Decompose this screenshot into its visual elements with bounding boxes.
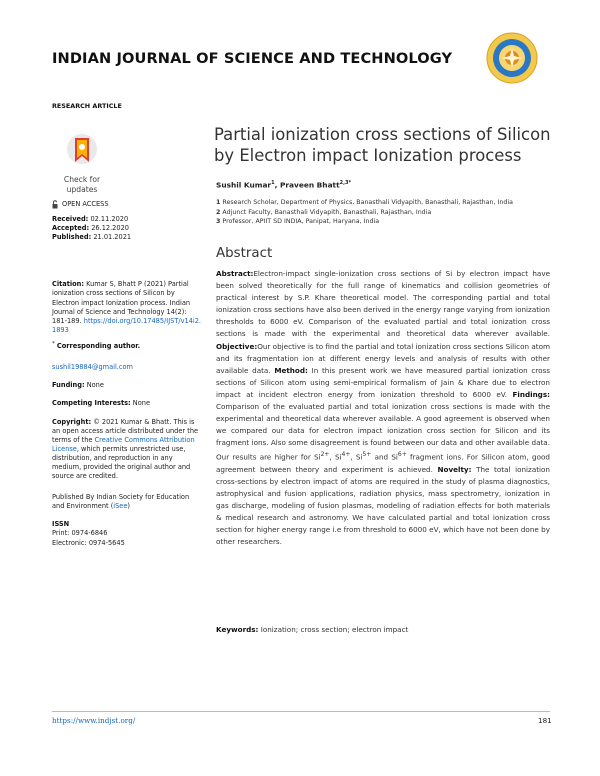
funding-row	[52, 381, 202, 390]
doi-link[interactable]: https://doi.org/10.17485/IJST/v14i2.1893	[52, 316, 202, 334]
competing-interests-value: None	[132, 399, 150, 408]
check-for-updates-button[interactable]	[52, 132, 112, 194]
accepted-value: 26.12.2020	[91, 224, 129, 233]
author-2-affiliation: 2,3*	[339, 180, 352, 186]
corresponding-email-link[interactable]: sushil19884@gmail.com	[52, 363, 133, 372]
issn-electronic: Electronic: 0974-5645	[52, 538, 125, 547]
published-label: Published:	[52, 233, 92, 242]
copyright-text-1: © 2021 Kumar & Bhatt. This is an open access article distributed under the terms of the	[52, 417, 199, 444]
affiliations	[216, 198, 513, 227]
keywords-text: Ionization; cross section; electron impact	[260, 625, 409, 634]
competing-interests-row	[52, 399, 202, 408]
findings-end: fragment ions. For Silicon atom, good agreement between theory and experiment is achieved.	[216, 452, 550, 474]
published-date	[52, 233, 202, 242]
novelty-text: The total ionization cross-sections by electron impact of atoms are required in the study of plasma diagnostics, astrophysical and fusion applications, radiation physics, mass spectrometry, ionization in gas discharge, modeling of fusion plasmas, modeling of radiation effects for both materials & medical research and astronomy. We have calculated partial and total ionization cross section for higher energy range i.e from threshold to 6000 eV, which have not been done by other researchers.	[216, 464, 550, 547]
abstract-label: Abstract:	[216, 269, 254, 278]
publisher-text: Published By Indian Society for Education and Environment (	[52, 493, 190, 511]
affiliation-1: 1 Research Scholar, Department of Physics, Banasthali Vidyapith, Banasthali, Rajasthan, India	[216, 199, 513, 206]
competing-interests-label: Competing Interests:	[52, 399, 131, 408]
article-title	[214, 124, 554, 166]
article-title-line-1: Partial ionization cross sections of Silicon	[214, 125, 551, 144]
abstract-heading: Abstract	[216, 246, 273, 261]
article-title-line-2: by Electron impact Ionization process	[214, 146, 522, 165]
findings-label: Findings:	[512, 389, 550, 399]
author-2: Praveen Bhatt	[279, 180, 340, 190]
journal-website-link[interactable]: https://www.indjst.org/	[52, 716, 136, 725]
copyright-block	[52, 418, 202, 482]
objective-text: Our objective is to find the partial and total ionization cross sections Silicon atom and its fragmentation ion at different energy levels and analysis of results with other available data.	[216, 341, 550, 375]
funding-value: None	[86, 381, 104, 390]
bookmark-refresh-icon	[65, 132, 99, 170]
cc-license-link[interactable]: Creative Commons Attribution License	[52, 435, 195, 453]
objective-label: Objective:	[216, 341, 258, 351]
open-lock-icon	[52, 200, 58, 209]
footer-divider	[52, 711, 550, 712]
affiliation-3: 3 Professor, APIIT SD INDIA, Panipat, Haryana, India	[216, 218, 380, 226]
author-1-affiliation: 1	[271, 180, 275, 186]
corresponding-author	[52, 340, 202, 351]
issn-label-row	[52, 520, 202, 529]
abstract-text: Electron-impact single-ionization cross sections of Si by electron impact have been solved theoretically for the full range of kinematics and collision geometries of practical interest by S.P. Khare theoretical model. The corresponding partial and total ionization cross sections have also been derived in the energy range varying from ionization thresholds to 6000 eV. Comparison of the evaluated partial and total ionization cross sections is made with the experimental and theoretical data wherever available.	[216, 269, 550, 339]
author-1: Sushil Kumar	[216, 180, 272, 190]
citation-label: Citation:	[52, 280, 84, 289]
citation-block	[52, 280, 202, 335]
received-label: Received:	[52, 215, 89, 224]
author-list	[216, 180, 351, 189]
method-text: In this present work we have measured partial ionization cross sections of Silicon atom using semi-empirical formalism of Jain & Khare due to electron impact at incident electron energy from ionization threshold to 6000 eV.	[216, 365, 550, 399]
affiliation-2: 2 Adjunct Faculty, Banasthali Vidyapith, Banasthali, Rajasthan, India	[216, 208, 432, 216]
open-access-row	[52, 200, 202, 209]
keywords-label: Keywords:	[216, 625, 259, 634]
method-label: Method:	[274, 365, 308, 375]
issn-print: Print: 0974-6846	[52, 529, 108, 538]
check-for-updates-line2: updates	[66, 185, 98, 194]
journal-title: INDIAN JOURNAL OF SCIENCE AND TECHNOLOGY	[52, 50, 453, 67]
article-type-label: RESEARCH ARTICLE	[52, 102, 122, 110]
accepted-label: Accepted:	[52, 224, 90, 233]
corresponding-label: Corresponding author.	[56, 342, 141, 351]
keywords-row	[216, 625, 408, 634]
author-separator: ,	[274, 180, 280, 190]
open-access-label: OPEN ACCESS	[62, 200, 109, 208]
findings-text: Comparison of the evaluated partial and total ionization cross sections is made with the experimental and theoretical data wherever available. A good agreement is observed when we compared our data for electron impact ionization cross section for Silicon and its fragment ions. Also some disagreement is found between our data and other available data. Our results are higher for Si	[216, 402, 550, 462]
funding-label: Funding:	[52, 381, 85, 390]
corresponding-email-row	[52, 363, 202, 372]
received-date	[52, 215, 202, 224]
journal-seal-logo	[486, 32, 538, 84]
received-value: 02.11.2020	[90, 215, 129, 224]
check-for-updates-line1: Check for	[63, 175, 101, 184]
issn-label: ISSN	[52, 520, 70, 529]
copyright-text-2: , which permits unrestricted use, distribution, and reproduction in any medium, provided the original author and source are credited.	[52, 444, 191, 481]
publisher-block	[52, 493, 202, 511]
publisher-close: )	[127, 502, 130, 511]
article-sidebar	[52, 200, 202, 548]
copyright-label: Copyright:	[52, 417, 92, 426]
abstract-body: Abstract:Electron-impact single-ionization cross sections of Si by electron impact have been solved theoretically for the full range of kinematics and collision geometries of practical interest by S.P. Khare theoretical model. The corresponding partial and total ionization cross sections have also been derived in the energy range varying from ionization thresholds to 6000 eV. Comparison of the evaluated partial and total ionization cross sections is made with the experimental and theoretical data wherever available. Objective:Our objective is to find the partial and total ionization cross sections Silicon atom and its fragmentation ion at different energy levels and analysis of results with other available data. Method: In this present work we have measured partial ionization cross sections of Silicon atom using semi-empirical formalism of Jain & Khare due to electron impact at incident electron energy from ionization threshold to 6000 eV. Findings: Comparison of the evaluated partial and total ionization cross sections is made with the experimental and theoretical data wherever available. A good agreement is observed when we compared our data for electron impact ionization cross section for Silicon and its fragment ions. Also some disagreement is found between our data and other available data. Our results are higher for $Si^{2+}$, $Si^{4+}$, $Si^{5+}$ and $Si^{6+}$ fragment ions. For Silicon atom, good agreement between theory and experiment is achieved. Novelty: The total ionization cross-sections by electron impact of atoms are required in the study of plasma diagnostics, astrophysical and fusion applications, radiation physics, mass spectrometry, ionization in gas discharge, modeling of fusion plasmas, modeling of radiation effects for both materials & medical research and astronomy. We have calculated partial and total ionization cross section for higher energy range i.e from threshold to 6000 eV, which have not been done by other researchers.	[216, 269, 550, 547]
novelty-label: Novelty:	[437, 464, 472, 474]
isee-link[interactable]: iSee	[113, 502, 128, 511]
published-value: 21.01.2021	[93, 233, 132, 242]
corresponding-mark: *	[52, 340, 55, 347]
page-number: 181	[538, 716, 552, 725]
citation-text: Kumar S, Bhatt P (2021) Partial ionization cross sections of Silicon by Electron impact Ionization process. Indian Journal of Science and Technology 14(2): 181-189.	[52, 280, 191, 325]
accepted-date	[52, 224, 202, 233]
